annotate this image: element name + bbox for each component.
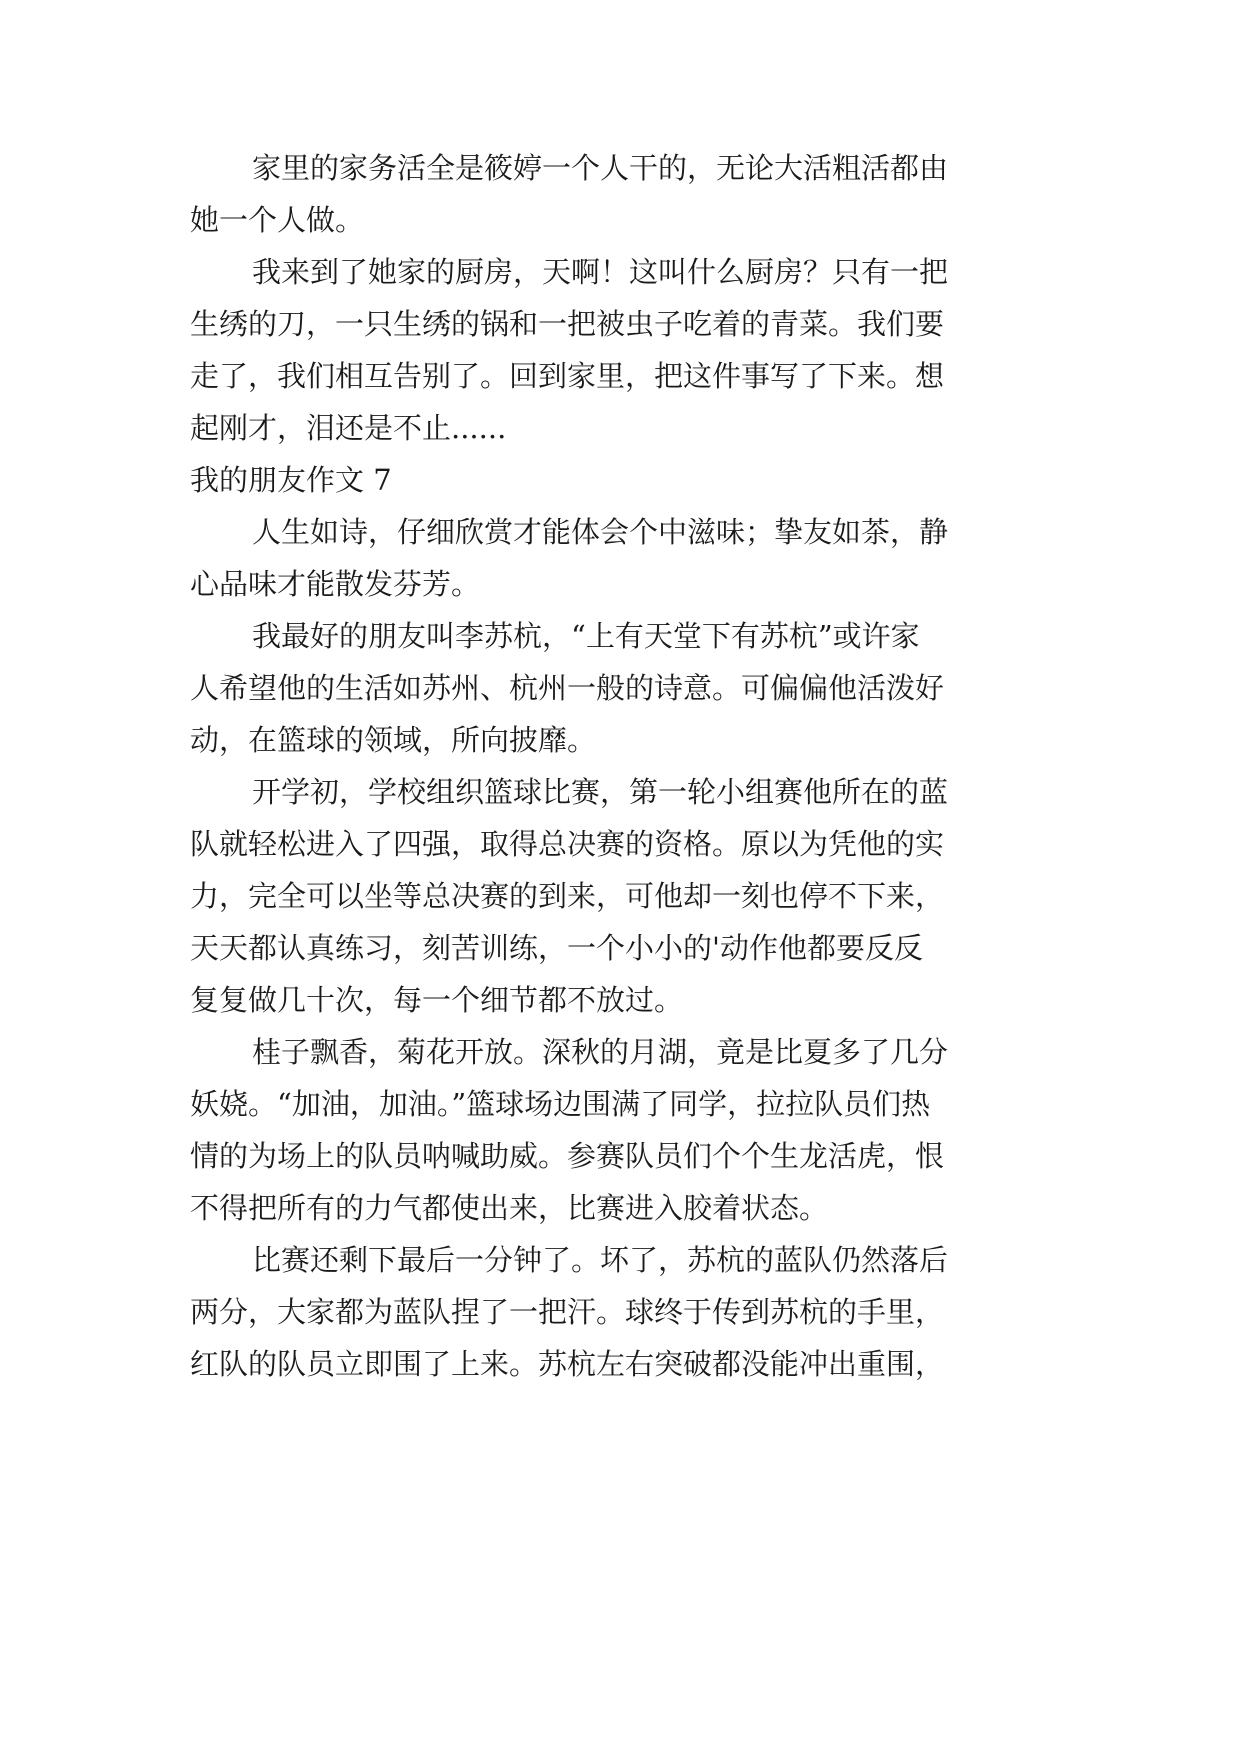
text-line: 我最好的朋友叫李苏杭，“上有天堂下有苏杭”或许家 [252,619,920,653]
text-line: 起刚才，泪还是不止...... [190,411,507,445]
text-line: 天天都认真练习，刻苦训练，一个小小的'动作他都要反反 [190,931,923,965]
text-line: 心品味才能散发芬芳。 [190,567,481,601]
text-line: 妖娆。“加油，加油。”篮球场边围满了同学，拉拉队员们热 [190,1087,931,1121]
text-line: 人生如诗，仔细欣赏才能体会个中滋味；挚友如茶，静 [252,515,949,549]
text-line: 生绣的刀，一只生绣的锅和一把被虫子吃着的青菜。我们要 [190,307,945,341]
text-line: 走了，我们相互告别了。回到家里，把这件事写了下来。想 [190,359,945,393]
text-line: 人希望他的生活如苏州、杭州一般的诗意。可偏偏他活泼好 [190,671,945,705]
text-line: 开学初，学校组织篮球比赛，第一轮小组赛他所在的蓝 [252,775,949,809]
text-line: 我来到了她家的厨房，天啊！这叫什么厨房？只有一把 [252,255,949,289]
text-line: 桂子飘香，菊花开放。深秋的月湖，竟是比夏多了几分 [252,1035,949,1069]
text-line: 情的为场上的队员呐喊助威。参赛队员们个个生龙活虎，恨 [190,1139,945,1173]
text-line: 不得把所有的力气都使出来，比赛进入胶着状态。 [190,1191,829,1225]
text-line: 她一个人做。 [190,203,365,237]
text-line: 复复做几十次，每一个细节都不放过。 [190,983,684,1017]
text-line: 比赛还剩下最后一分钟了。坏了，苏杭的蓝队仍然落后 [252,1243,949,1277]
text-line: 力，完全可以坐等总决赛的到来，可他却一刻也停不下来， [190,879,945,913]
text-line: 两分，大家都为蓝队捏了一把汗。球终于传到苏杭的手里， [190,1295,945,1329]
text-line: 家里的家务活全是筱婷一个人干的，无论大活粗活都由 [252,151,949,185]
section-heading: 我的朋友作文 7 [190,463,392,497]
text-line: 队就轻松进入了四强，取得总决赛的资格。原以为凭他的实 [190,827,945,861]
text-line: 红队的队员立即围了上来。苏杭左右突破都没能冲出重围， [190,1347,945,1381]
text-line: 动，在篮球的领域，所向披靡。 [190,723,597,757]
